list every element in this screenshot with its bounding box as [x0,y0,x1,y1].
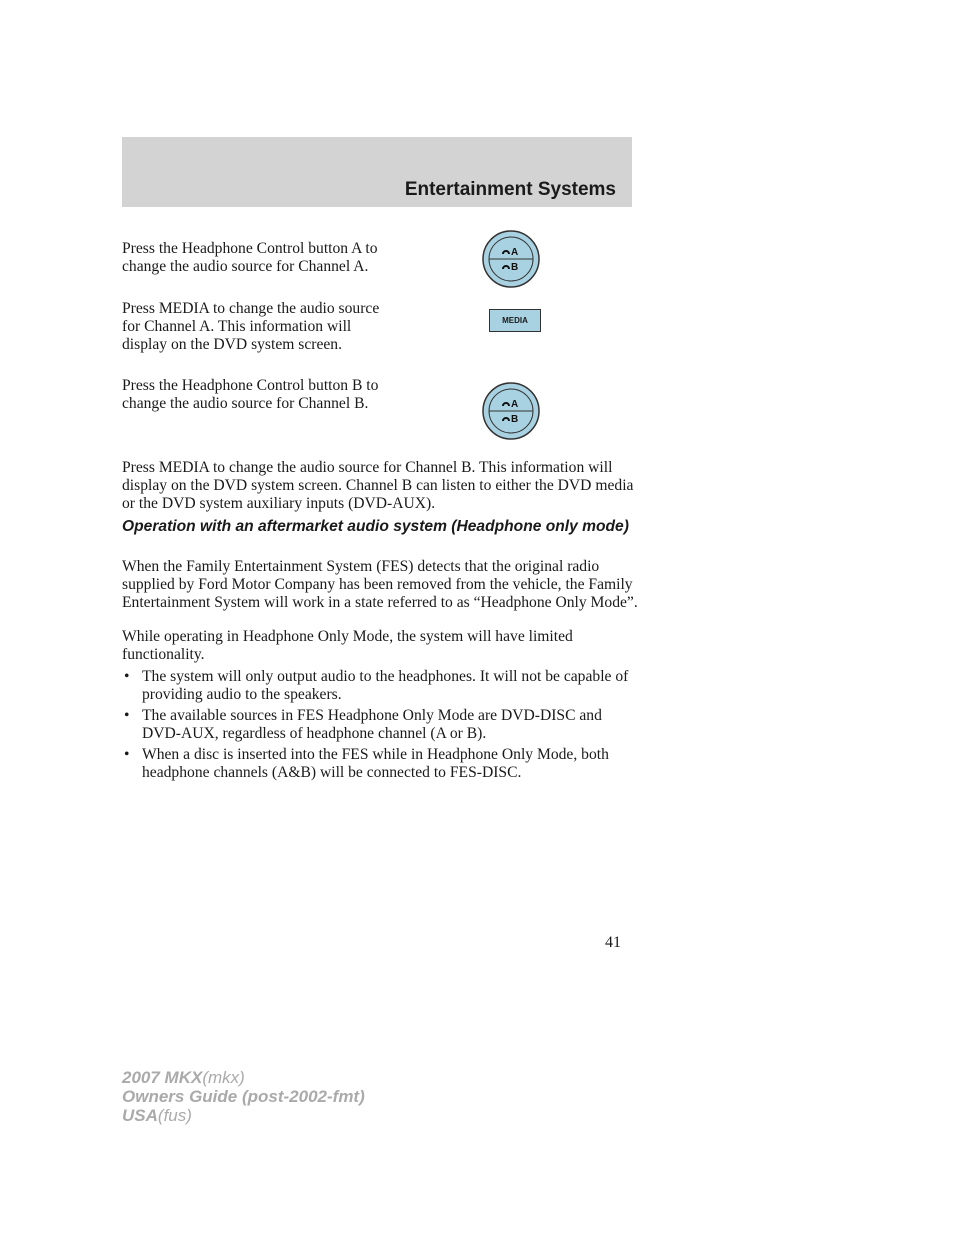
page-number: 41 [605,934,621,951]
footer-market: USA [122,1106,158,1125]
list-item [122,668,632,704]
footer-guide: Owners Guide (post-2002-fmt) [122,1087,365,1106]
headphone-control-button-icon [481,381,541,441]
headphone-b-label: B [511,414,519,425]
paragraph-limited-functionality: While operating in Headphone Only Mode, the system will have limited functionality. [122,628,573,663]
section-title: Entertainment Systems [404,179,616,200]
bullet-dot: • [124,746,130,763]
paragraph-media-b: Press MEDIA to change the audio source for Channel B. This information will display on the DVD system screen. Channel B can listen to either the DVD media or the DVD system auxiliary inputs (DVD-AUX). [122,459,634,512]
footer-model: 2007 MKX [122,1068,203,1087]
paragraph-media-a: Press MEDIA to change the audio source for Channel A. This information will display on the DVD system screen. [122,300,380,353]
subheading-headphone-only: Operation with an aftermarket audio system (Headphone only mode) [122,518,629,535]
section-header [122,137,632,207]
list-item-text: The system will only output audio to the headphones. It will not be capable of providing audio to the speakers. [142,668,629,703]
headphone-a-label: A [511,247,519,258]
list-item-text: The available sources in FES Headphone Only Mode are DVD-DISC and DVD-AUX, regardless of headphone channel (A or B). [142,707,602,742]
paragraph-fes-detects: When the Family Entertainment System (FES) detects that the original radio supplied by Ford Motor Company has been removed from the vehicle, the Family Entertainment System will work in a state referred to as “Headphone Only Mode”. [122,558,638,611]
bullet-dot: • [124,668,130,685]
list-item [122,707,632,743]
media-button-icon: MEDIA [489,309,541,332]
footer-model-code: (mkx) [202,1068,245,1087]
headphone-a-label: A [511,399,519,410]
bullet-dot: • [124,707,130,724]
headphone-control-button-icon [481,229,541,289]
list-item-text: When a disc is inserted into the FES while in Headphone Only Mode, both headphone channels (A&B) will be connected to FES-DISC. [142,746,609,781]
headphone-b-label: B [511,262,519,273]
footer-market-code: (fus) [157,1106,192,1125]
paragraph-headphone-a: Press the Headphone Control button A to change the audio source for Channel A. [122,240,378,275]
list-item [122,746,632,782]
paragraph-headphone-b: Press the Headphone Control button B to change the audio source for Channel B. [122,377,379,412]
footer [122,1068,365,1125]
